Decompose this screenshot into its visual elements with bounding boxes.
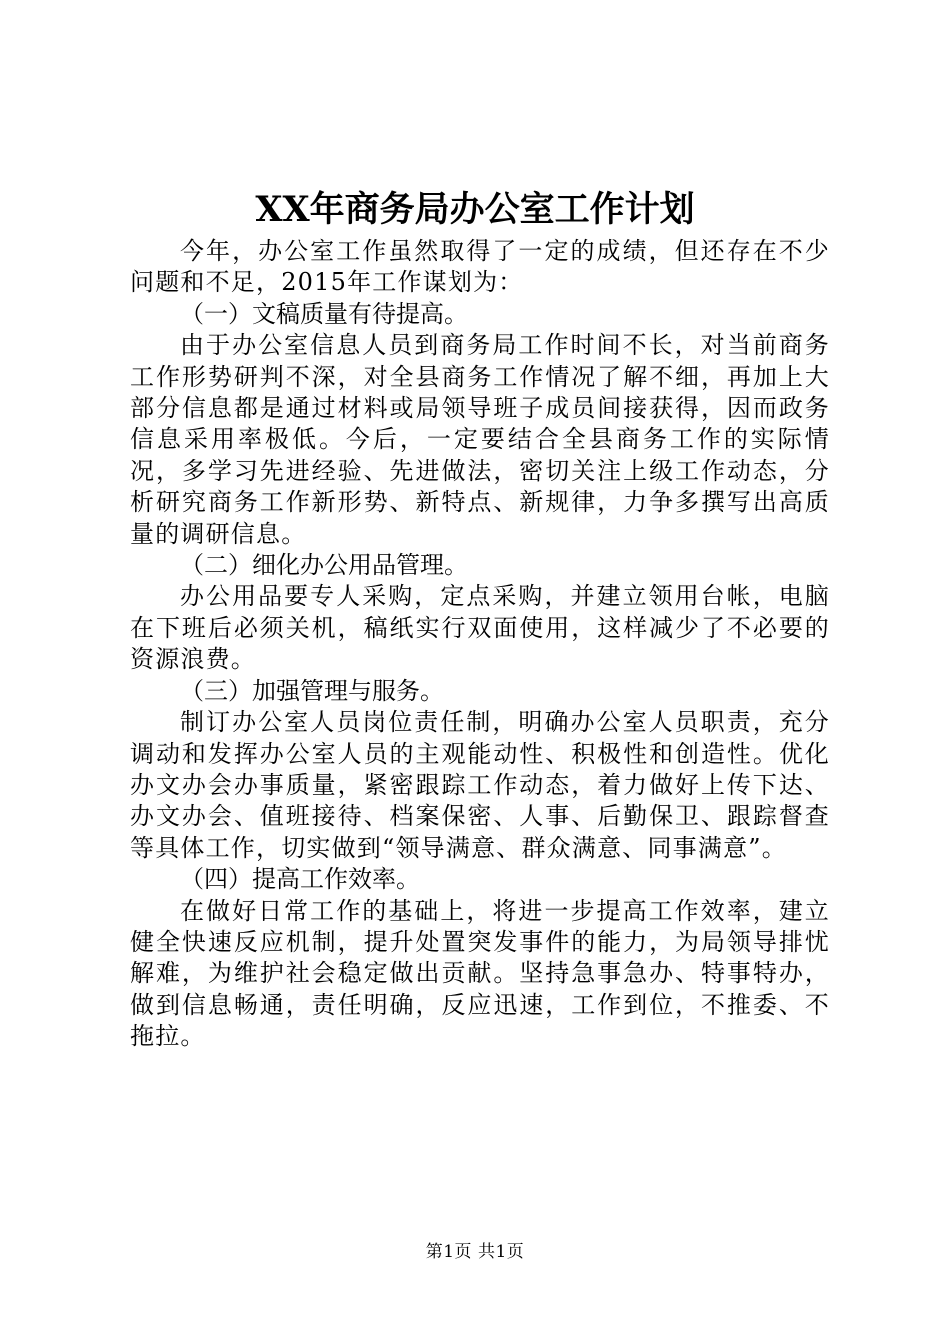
document-title: XX年商务局办公室工作计划 — [255, 189, 695, 230]
section-text-3: 制订办公室人员岗位责任制，明确办公室人员职责，充分调动和发挥办公室人员的主观能动性、积极性和创造性。优化办文办会办事质量，紧密跟踪工作动态，着力做好上传下达、办文办会、值班接待、档案保密、人事、后勤保卫、跟踪督查等具体工作，切实做到“领导满意、群众满意、同事满意”。 — [130, 708, 830, 862]
section-text-4: 在做好日常工作的基础上，将进一步提高工作效率，建立健全快速反应机制，提升处置突发事件的能力，为局领导排忧解难，为维护社会稳定做出贡献。坚持急事急办、特事特办，做到信息畅通，责任明确，反应迅速，工作到位，不推委、不拖拉。 — [130, 896, 830, 1051]
page-footer: 第1页 共1页 — [425, 1242, 525, 1262]
section-text-1: 由于办公室信息人员到商务局工作时间不长，对当前商务工作形势研判不深，对全县商务工作情况了解不细，再加上大部分信息都是通过材料或局领导班子成员间接获得，因而政务信息采用率极低。今后，一定要结合全县商务工作的实际情况，多学习先进经验、先进做法，密切关注上级工作动态，分析研究商务工作新形势、新特点、新规律，力争多撰写出高质量的调研信息。 — [130, 331, 830, 548]
section-heading-1: （一）文稿质量有待提高。 — [180, 299, 468, 328]
intro-paragraph: 今年，办公室工作虽然取得了一定的成绩，但还存在不少问题和不足，2015年工作谋划为： — [130, 237, 830, 297]
section-text-2: 办公用品要专人采购，定点采购，并建立领用台帐，电脑在下班后必须关机，稿纸实行双面使用，这样减少了不必要的资源浪费。 — [130, 582, 830, 674]
section-heading-4: （四）提高工作效率。 — [180, 865, 420, 894]
section-heading-2: （二）细化办公用品管理。 — [180, 551, 468, 580]
section-heading-3: （三）加强管理与服务。 — [180, 676, 444, 705]
document-body — [130, 236, 830, 1053]
